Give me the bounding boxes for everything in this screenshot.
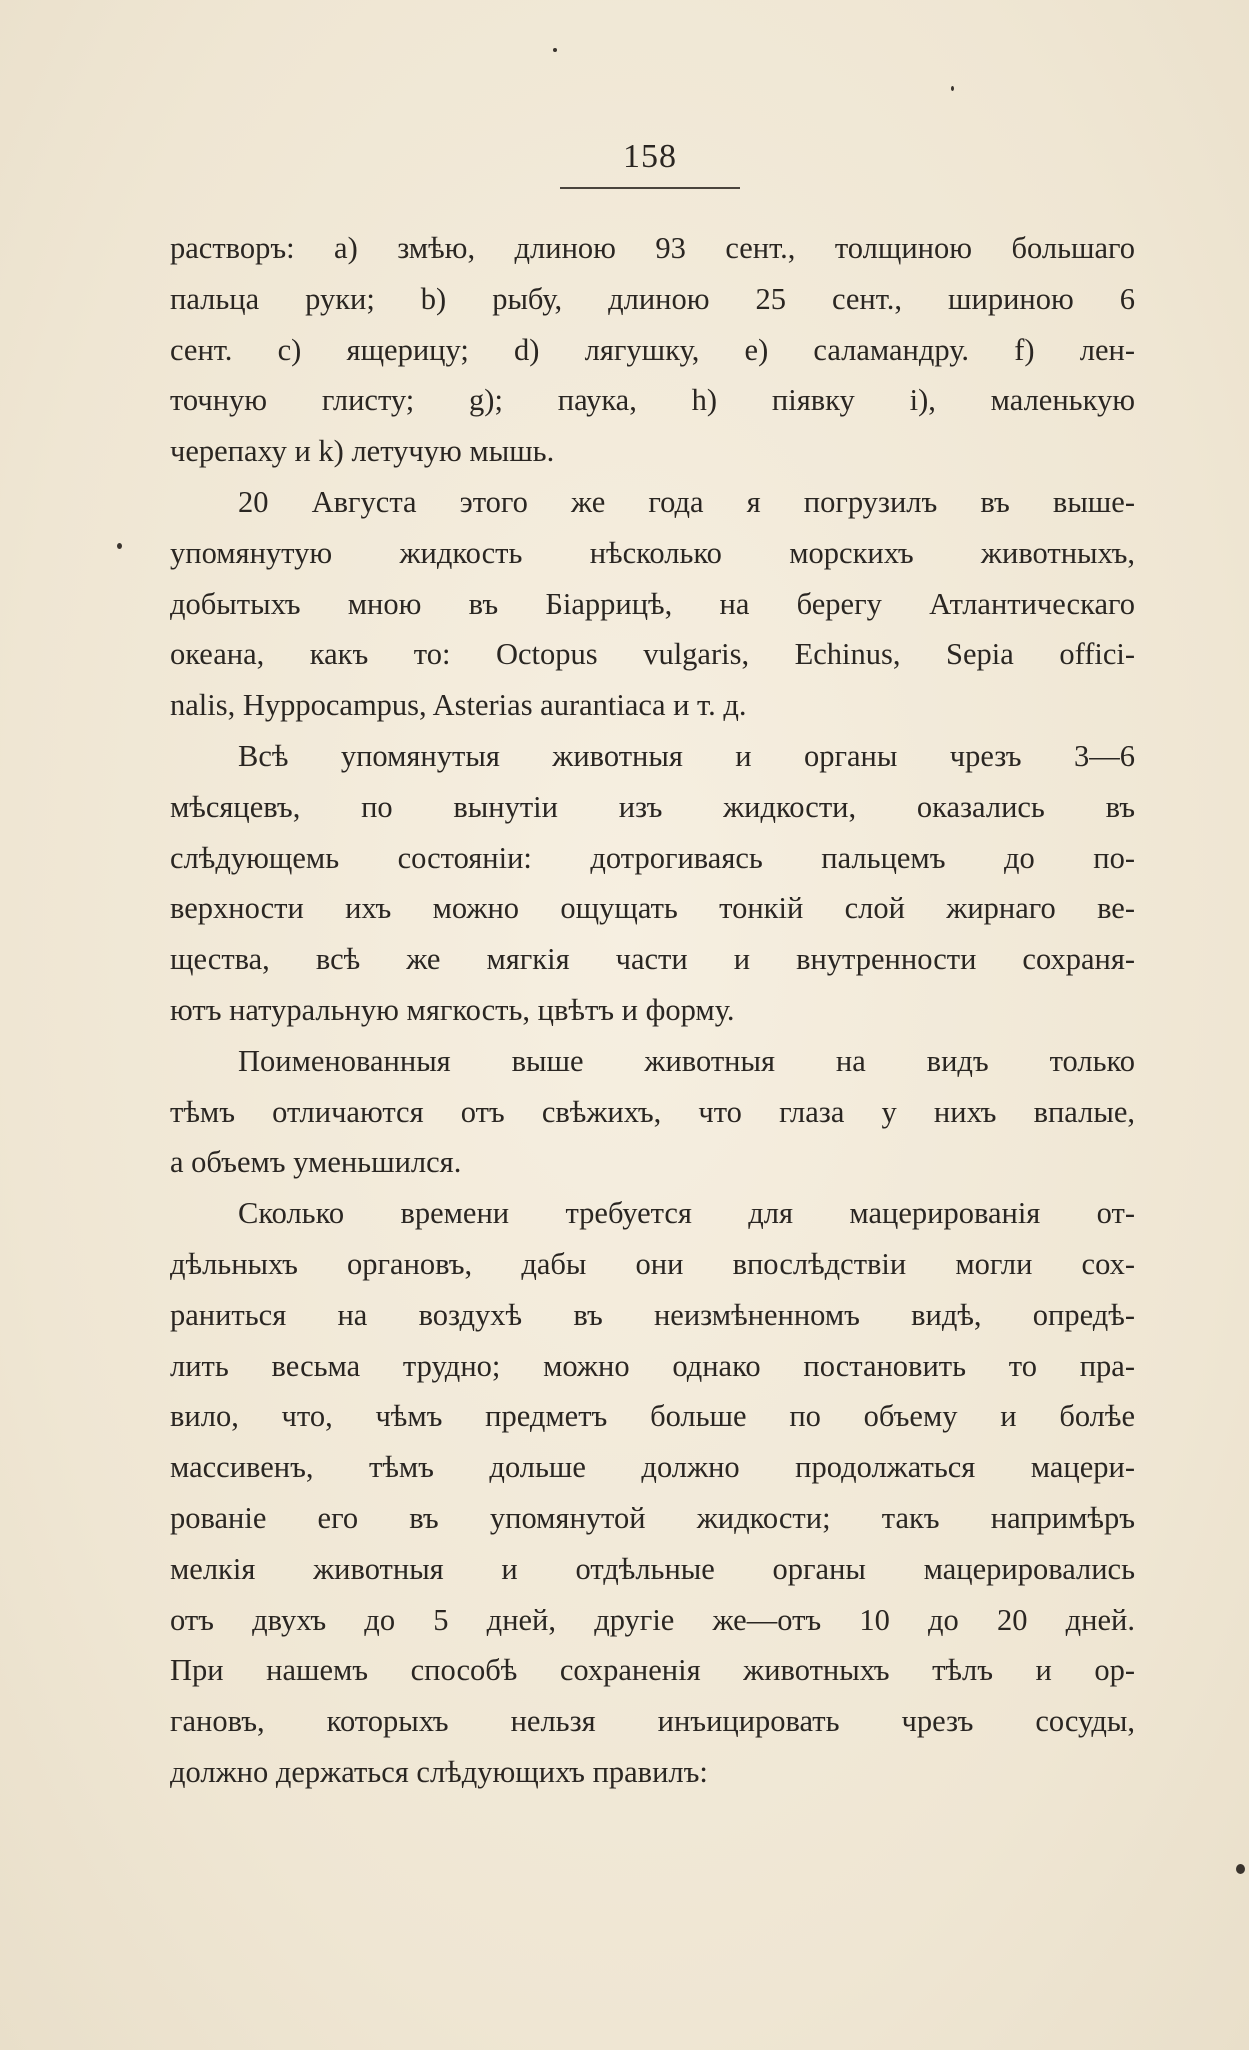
text-line: мѣсяцевъ, по вынутіи изъ жидкости, оказались въ	[170, 789, 1135, 824]
text-line: дѣльныхъ органовъ, дабы они впослѣдствіи могли сох-	[170, 1246, 1135, 1281]
text-line: ютъ натуральную мягкость, цвѣтъ и форму.	[170, 992, 735, 1027]
text-line: мелкія животныя и отдѣльные органы мацерировались	[170, 1551, 1135, 1586]
text-line: лить весьма трудно; можно однако постановить то пра-	[170, 1348, 1135, 1383]
text-line: nalis, Hyppocampus, Asterias aurantiaca и т. д.	[170, 688, 747, 723]
ink-speck	[117, 543, 122, 549]
text-line: Поименованныя выше животныя на видъ только	[238, 1043, 1135, 1078]
text-line: тѣмъ отличаются отъ свѣжихъ, что глаза у нихъ впалые,	[170, 1094, 1135, 1129]
text-line: массивенъ, тѣмъ дольше должно продолжаться мацери-	[170, 1450, 1135, 1485]
text-line: точную глисту; g); паука, h) піявку i), маленькую	[170, 383, 1135, 418]
page-number-rule	[560, 187, 740, 189]
text-line: слѣдующемь состояніи: дотрогиваясь пальцемъ до по-	[170, 840, 1135, 875]
text-line: пальца руки; b) рыбу, длиною 25 сент., шириною 6	[170, 281, 1135, 316]
text-line: гановъ, которыхъ нельзя инъицировать чрезъ сосуды,	[170, 1704, 1135, 1739]
body-text	[170, 223, 1135, 1798]
text-line: должно держаться слѣдующихъ правилъ:	[170, 1754, 708, 1789]
ink-speck	[1236, 1864, 1245, 1874]
text-line: Всѣ упомянутыя животныя и органы чрезъ 3—6	[238, 738, 1135, 773]
text-line: растворъ: a) змѣю, длиною 93 сент., толщиною большаго	[170, 231, 1135, 265]
text-line: сент. c) ящерицу; d) лягушку, e) саламандру. f) лен-	[170, 332, 1135, 367]
ink-speck	[553, 48, 557, 52]
text-line: щества, всѣ же мягкія части и внутренности сохраня-	[170, 942, 1135, 977]
text-line: верхности ихъ можно ощущать тонкій слой жирнаго ве-	[170, 891, 1135, 926]
text-line: рованіе его въ упомянутой жидкости; такъ напримѣръ	[170, 1500, 1135, 1535]
text-line: добытыхъ мною въ Біаррицѣ, на берегу Атлантическаго	[170, 586, 1135, 621]
page-number: 158	[623, 138, 677, 175]
text-line: упомянутую жидкость нѣсколько морскихъ животныхъ,	[170, 535, 1135, 570]
text-line: а объемъ уменьшился.	[170, 1145, 462, 1180]
text-line: отъ двухъ до 5 дней, другіе же—отъ 10 до 20 дней.	[170, 1602, 1135, 1637]
text-line: Сколько времени требуется для мацерированія от-	[238, 1196, 1135, 1231]
text-line: раниться на воздухѣ въ неизмѣненномъ видѣ, опредѣ-	[170, 1297, 1135, 1332]
text-line: вило, что, чѣмъ предметъ больше по объему и болѣе	[170, 1399, 1135, 1434]
ink-speck	[951, 86, 954, 91]
text-line: океана, какъ то: Octopus vulgaris, Echinus, Sepia offici-	[170, 637, 1135, 672]
text-line: При нашемъ способѣ сохраненія животныхъ тѣлъ и ор-	[170, 1653, 1135, 1688]
text-line: черепаху и k) летучую мышь.	[170, 434, 555, 469]
text-line: 20 Августа этого же года я погрузилъ въ выше-	[238, 484, 1135, 519]
